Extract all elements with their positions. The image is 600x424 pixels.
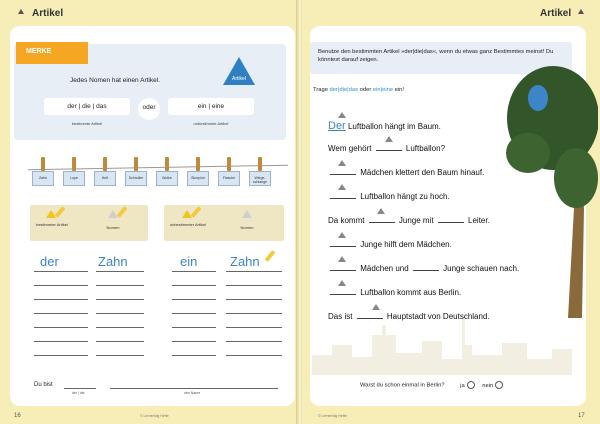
- triangle-icon: [578, 9, 584, 14]
- word-card: Lupe: [63, 171, 85, 186]
- sentence-text-2: Junge schauen nach.: [440, 264, 520, 273]
- article-blank[interactable]: [330, 193, 356, 199]
- du-bist-name-hint: den Name: [184, 391, 201, 395]
- sentence-text-2: Leiter.: [465, 216, 490, 225]
- filled-article: Der: [328, 120, 346, 132]
- balloon-shape: [528, 85, 548, 111]
- left-page-title: Artikel: [32, 8, 64, 19]
- sentence-text: Mädchen klettert den Baum hinauf.: [358, 168, 485, 177]
- oder-connector: oder: [138, 98, 160, 120]
- sentence-text: Hauptstadt von Deutschland.: [384, 312, 490, 321]
- clothespin-icon: [72, 157, 76, 171]
- writing-line[interactable]: [226, 313, 282, 314]
- right-footer: © Lernerfolg Hefte: [318, 414, 347, 418]
- word-card: Heft: [94, 171, 116, 186]
- triangle-icon: [338, 112, 346, 118]
- writing-line[interactable]: [96, 355, 144, 356]
- word-card: Zahn: [32, 171, 54, 186]
- sentence-row: [328, 120, 441, 132]
- instruction-prefix: Trage: [313, 87, 330, 93]
- writing-line[interactable]: [34, 285, 88, 286]
- writing-line[interactable]: [34, 299, 88, 300]
- triangle-icon: [385, 136, 393, 142]
- writing-line[interactable]: [226, 271, 282, 272]
- triangle-icon: [242, 210, 252, 218]
- header-noun-2: Nomen: [240, 225, 254, 230]
- sentence-prefix: Das ist: [328, 312, 355, 321]
- merke-tab: MERKE: [16, 42, 88, 64]
- sentence-text: Junge hilft dem Mädchen.: [358, 240, 452, 249]
- example-noun-2: Zahn: [230, 254, 260, 269]
- sentence-row: [328, 312, 490, 321]
- instruction-mid: oder: [358, 87, 373, 93]
- triangle-icon: [338, 280, 346, 286]
- example-indefinite: ein: [180, 254, 198, 269]
- triangle-icon: [338, 184, 346, 190]
- writing-line[interactable]: [172, 327, 216, 328]
- triangle-icon: [338, 256, 346, 262]
- sentence-row: [328, 192, 450, 201]
- definite-articles: der | die | das: [44, 98, 130, 115]
- article-blank[interactable]: [376, 145, 402, 151]
- du-bist-article-hint: der | die: [72, 391, 85, 395]
- writing-line[interactable]: [172, 313, 216, 314]
- sentence-text: Luftballon hängt im Baum.: [345, 122, 441, 131]
- article-blank[interactable]: [330, 241, 356, 247]
- sentence-prefix: Da kommt: [328, 216, 367, 225]
- merke-rule-text: Jedes Nomen hat einen Artikel.: [70, 77, 160, 84]
- article-blank[interactable]: [330, 289, 356, 295]
- writing-line[interactable]: [172, 285, 216, 286]
- writing-line[interactable]: [96, 313, 144, 314]
- writing-line[interactable]: [226, 285, 282, 286]
- article-blank[interactable]: [330, 265, 356, 271]
- clothespin-icon: [103, 157, 107, 171]
- du-bist-name-line[interactable]: [110, 388, 278, 389]
- city-skyline-illustration: [312, 315, 572, 375]
- answer-yes-label: ja: [460, 382, 465, 389]
- word-card: Wolke: [156, 171, 178, 186]
- triangle-icon: [18, 9, 24, 14]
- sentence-row: [328, 216, 490, 225]
- instruction-suffix: ein!: [393, 87, 405, 93]
- triangle-icon: [372, 304, 380, 310]
- article-blank[interactable]: [369, 217, 395, 223]
- writing-line[interactable]: [34, 271, 88, 272]
- instruction-highlight-indefinite: ein|eine: [372, 87, 394, 93]
- clothespin-icon: [227, 157, 231, 171]
- example-noun: Zahn: [98, 254, 128, 269]
- sentence-row: [328, 240, 452, 249]
- answer-no-label: nein: [482, 382, 494, 389]
- left-page-number: 16: [14, 413, 21, 419]
- writing-line[interactable]: [172, 341, 216, 342]
- article-blank[interactable]: [413, 265, 439, 271]
- sentence-row: [328, 264, 519, 273]
- sentence-prefix: Wem gehört: [328, 144, 374, 153]
- triangle-icon: [377, 208, 385, 214]
- clothespin-icon: [41, 157, 45, 171]
- writing-line[interactable]: [96, 285, 144, 286]
- writing-line[interactable]: [226, 299, 282, 300]
- triangle-icon: [338, 160, 346, 166]
- instruction-highlight-definite: der|die|das: [329, 87, 359, 93]
- answer-no-checkbox[interactable]: [495, 381, 503, 389]
- sentence-text: Luftballon?: [403, 144, 446, 153]
- tree-illustration: [498, 58, 598, 318]
- writing-line[interactable]: [96, 299, 144, 300]
- word-card: Flasche: [218, 171, 240, 186]
- writing-line[interactable]: [34, 341, 88, 342]
- word-card: Schnuller: [125, 171, 147, 186]
- header-definite-article: bestimmter Artikel: [36, 222, 68, 227]
- sentence-text: Luftballon hängt zu hoch.: [358, 192, 450, 201]
- clothespin-icon: [196, 157, 200, 171]
- sentence-row: [328, 288, 461, 297]
- indefinite-articles: ein | eine: [168, 98, 254, 115]
- writing-line[interactable]: [172, 355, 216, 356]
- writing-line[interactable]: [96, 271, 144, 272]
- writing-line[interactable]: [96, 341, 144, 342]
- sentence-text: Mädchen und: [358, 264, 411, 273]
- berlin-question-text: Warst du schon einmal in Berlin?: [360, 382, 445, 389]
- sentence-text: Junge mit: [396, 216, 436, 225]
- left-footer: © Lernerfolg Hefte: [140, 414, 169, 418]
- berlin-question: [360, 381, 503, 389]
- writing-line[interactable]: [226, 355, 282, 356]
- du-bist-label: Du bist: [34, 382, 53, 388]
- instruction: [313, 87, 404, 93]
- header-indefinite-article: unbestimmter Artikel: [169, 222, 207, 227]
- triangle-label: Artikel: [232, 76, 246, 82]
- clothespin-icon: [258, 157, 262, 171]
- writing-line[interactable]: [34, 313, 88, 314]
- artikel-triangle-icon: [222, 56, 256, 86]
- triangle-icon: [338, 232, 346, 238]
- clothespin-icon: [165, 157, 169, 171]
- right-page-title: Artikel: [540, 8, 572, 19]
- header-noun: Nomen: [106, 225, 120, 230]
- writing-line[interactable]: [34, 327, 88, 328]
- right-page-number: 17: [578, 413, 585, 419]
- article-blank[interactable]: [330, 169, 356, 175]
- answer-yes-checkbox[interactable]: [467, 381, 475, 389]
- writing-line[interactable]: [172, 299, 216, 300]
- sentence-row: [328, 144, 445, 153]
- indefinite-label: unbestimmte Artikel: [193, 121, 229, 126]
- article-blank[interactable]: [357, 313, 383, 319]
- writing-line[interactable]: [172, 271, 216, 272]
- writing-line[interactable]: [226, 341, 282, 342]
- example-definite: der: [40, 254, 59, 269]
- du-bist-article-line[interactable]: [64, 388, 96, 389]
- writing-line[interactable]: [96, 327, 144, 328]
- definite-label: bestimmte Artikel: [71, 121, 103, 126]
- sentence-text: Luftballon kommt aus Berlin.: [358, 288, 462, 297]
- writing-line[interactable]: [34, 355, 88, 356]
- word-card: Skorpion: [187, 171, 209, 186]
- writing-line[interactable]: [226, 327, 282, 328]
- article-blank[interactable]: [438, 217, 464, 223]
- intro-text: Benutze den bestimmten Artikel »der|die|das«, wenn du etwas ganz Bestimmtes meinst! Du könntest darauf zeigen.: [318, 49, 554, 63]
- clothespin-icon: [134, 157, 138, 171]
- sentence-row: [328, 168, 484, 177]
- word-card: Wiegeschlange: [249, 171, 271, 186]
